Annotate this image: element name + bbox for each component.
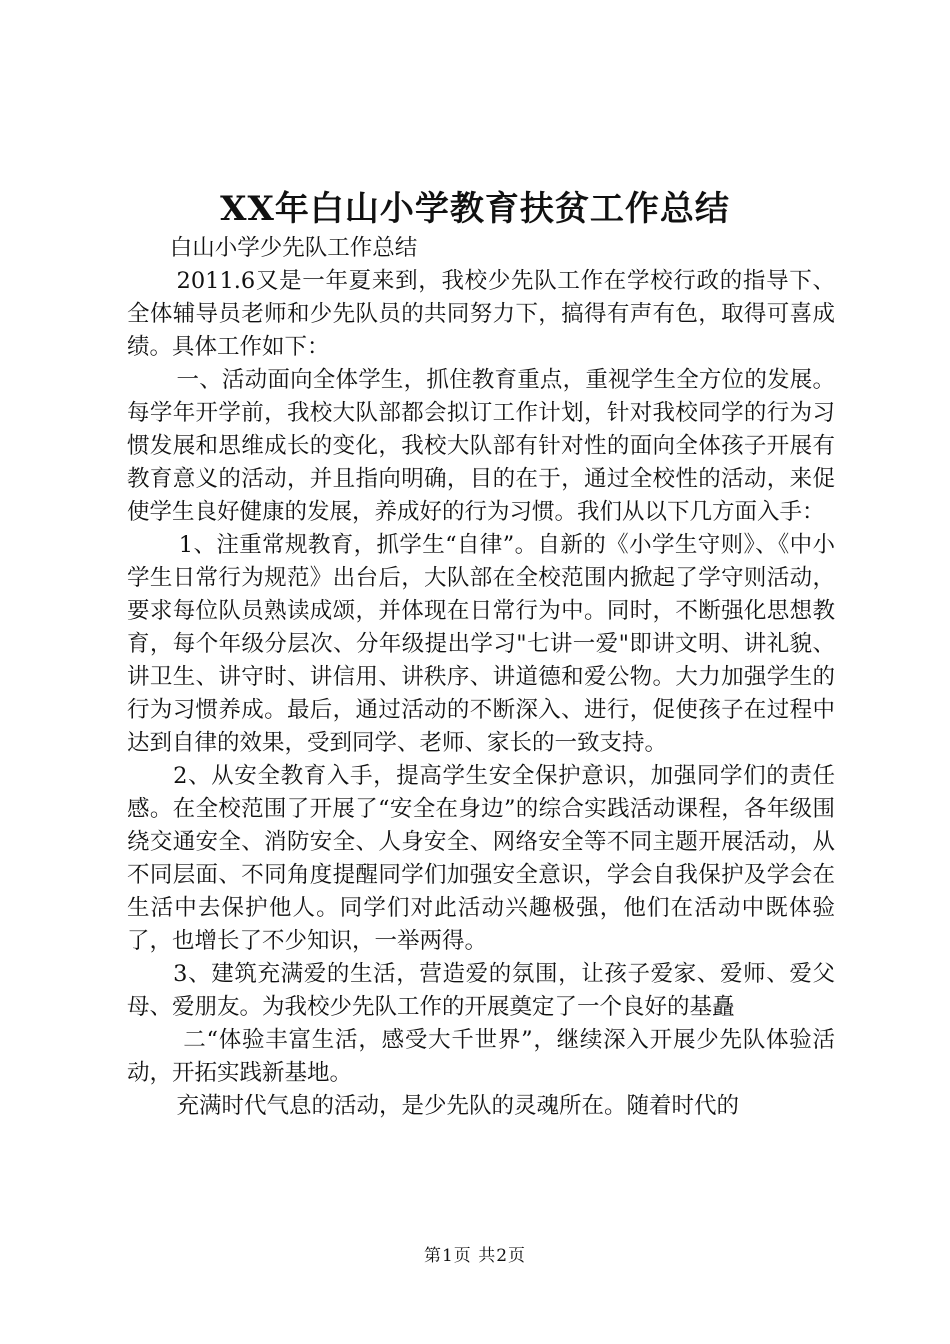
subtitle-paragraph: 白山小学少先队工作总结 — [169, 235, 418, 261]
section-one-paragraph: 一、活动面向全体学生，抓住教育重点，重视学生全方位的发展。每学年开学前，我校大队部都会拟订工作计划，针对我校同学的行为习惯发展和思维成长的变化，我校大队部有针对性的面向全体孩子开展有教育意义的活动，并且指向明确，目的在于，通过全校性的活动，来促使学生良好健康的发展，养成好的行为习惯。我们从以下几方面入手： — [127, 367, 835, 525]
section-two-paragraph: 二“体验丰富生活，感受大千世界”，继续深入开展少先队体验活动，开拓实践新基地。 — [127, 1027, 835, 1086]
item-three-paragraph: 3、建筑充满爱的生活，营造爱的氛围，让孩子爱家、爱师、爱父母、爱朋友。为我校少先队工作的开展奠定了一个良好的基矗 — [127, 961, 835, 1020]
item-one-paragraph: 1、注重常规教育，抓学生“自律”。自新的《小学生守则》、《中小学生日常行为规范》出台后，大队部在全校范围内掀起了学守则活动，要求每位队员熟读成颂，并体现在日常行为中。同时，不断强化思想教育，每个年级分层次、分年级提出学习"七讲一爱"即讲文明、讲礼貌、讲卫生、讲守时、讲信用、讲秩序、讲道德和爱公物。大力加强学生的行为习惯养成。最后，通过活动的不断深入、进行，促使孩子在过程中达到自律的效果，受到同学、老师、家长的一致支持。 — [127, 532, 835, 756]
closing-paragraph: 充满时代气息的活动，是少先队的灵魂所在。随着时代的 — [176, 1093, 740, 1119]
item-two-paragraph: 2、从安全教育入手，提高学生安全保护意识，加强同学们的责任感。在全校范围了开展了“安全在身边”的综合实践活动课程，各年级围绕交通安全、消防安全、人身安全、网络安全等不同主题开展活动，从不同层面、不同角度提醒同学们加强安全意识，学会自我保护及学会在生活中去保护他人。同学们对此活动兴趣极强，他们在活动中既体验了，也增长了不少知识，一举两得。 — [127, 763, 835, 954]
document-body — [127, 232, 835, 1123]
document-title: XX年白山小学教育扶贫工作总结 — [220, 189, 730, 229]
page-number-footer: 第1页 共2页 — [423, 1246, 527, 1266]
intro-paragraph: 2011.6又是一年夏来到，我校少先队工作在学校行政的指导下、全体辅导员老师和少先队员的共同努力下，搞得有声有色，取得可喜成绩。具体工作如下： — [127, 268, 835, 360]
